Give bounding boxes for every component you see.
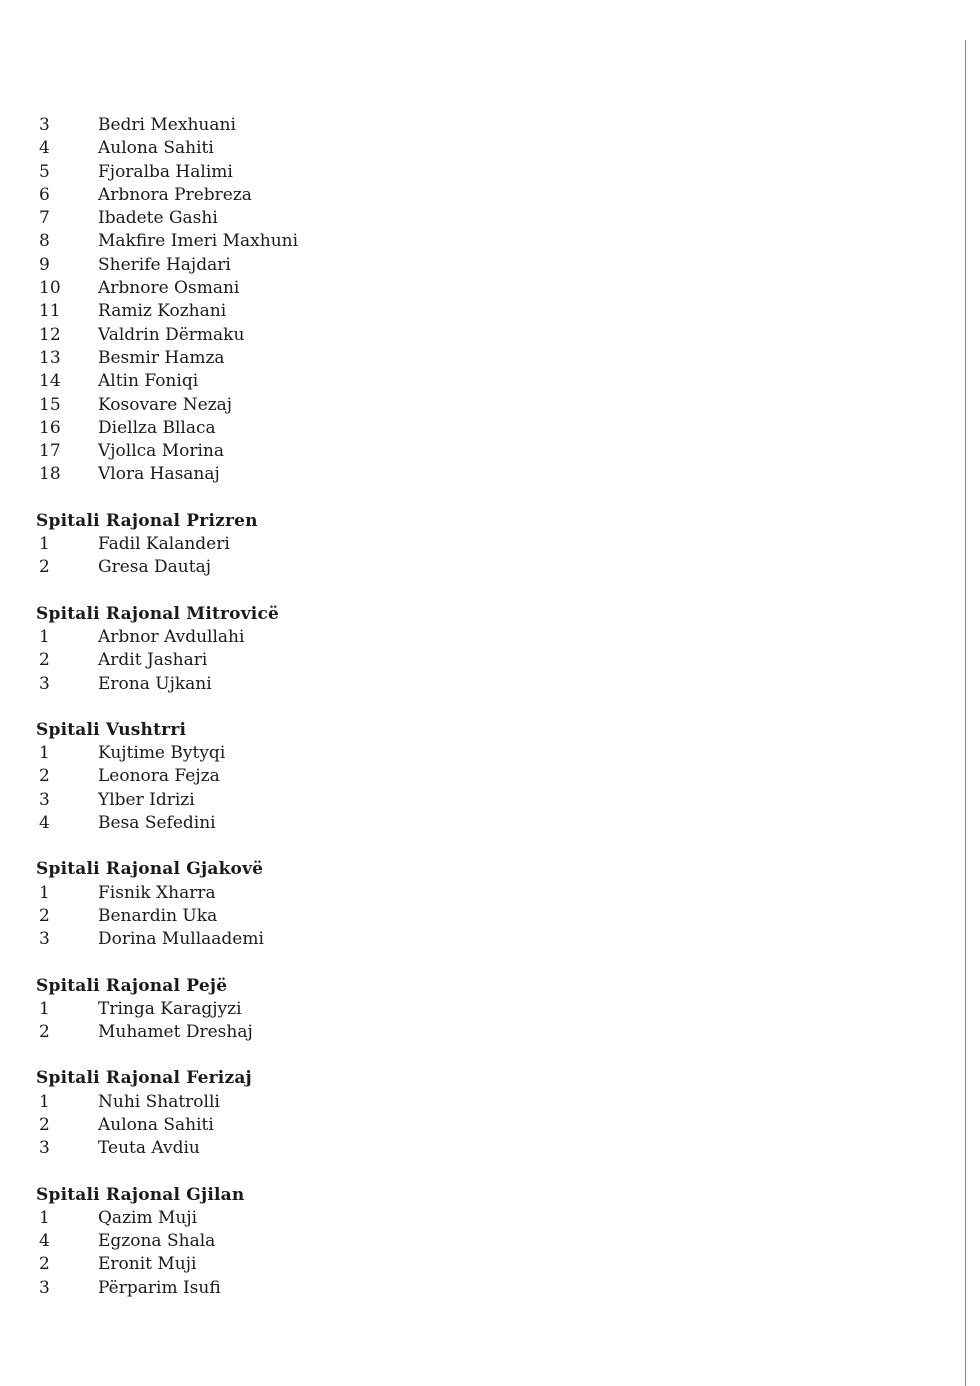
list-item-name: Arbnore Osmani xyxy=(98,278,240,299)
list-item-number: 6 xyxy=(39,184,50,205)
list-item-number: 1 xyxy=(39,998,50,1019)
list-item-number: 2 xyxy=(39,557,50,578)
list-item xyxy=(36,1230,636,1253)
list-item-name: Altin Foniqi xyxy=(98,371,199,392)
list-item-name: Ardit Jashari xyxy=(98,650,208,671)
list-item-name: Vlora Hasanaj xyxy=(98,464,220,485)
list-item-number: 1 xyxy=(39,1207,50,1228)
list-item-name: Ibadete Gashi xyxy=(98,208,218,229)
hospital-section xyxy=(36,1184,636,1300)
list-item-number: 15 xyxy=(39,394,61,415)
list-item-name: Kujtime Bytyqi xyxy=(98,743,226,764)
list-item-name: Aulona Sahiti xyxy=(98,1114,214,1135)
list-item-number: 2 xyxy=(39,1114,50,1135)
list-item-number: 8 xyxy=(39,231,50,252)
list-item xyxy=(36,765,636,788)
list-item-number: 10 xyxy=(39,278,61,299)
list-item-name: Bedri Mexhuani xyxy=(98,115,236,135)
list-item-name: Besa Sefedini xyxy=(98,813,216,834)
list-item xyxy=(36,1114,636,1137)
section-heading: Spitali Rajonal Mitrovicë xyxy=(36,603,280,624)
list-item xyxy=(36,394,636,417)
list-item-number: 5 xyxy=(39,161,50,182)
list-item xyxy=(36,1207,636,1230)
section-heading: Spitali Rajonal Prizren xyxy=(36,510,258,531)
list-item-name: Benardin Uka xyxy=(98,905,218,926)
list-item xyxy=(36,556,636,579)
list-item xyxy=(36,370,636,393)
list-item xyxy=(36,463,636,486)
list-item xyxy=(36,742,636,765)
section-heading: Spitali Rajonal Ferizaj xyxy=(36,1068,252,1089)
list-item xyxy=(36,789,636,812)
list-item-number: 3 xyxy=(39,1277,50,1298)
list-item-number: 18 xyxy=(39,464,61,485)
list-item-number: 3 xyxy=(39,115,50,135)
list-item-number: 13 xyxy=(39,347,61,368)
list-item xyxy=(36,324,636,347)
list-item-name: Aulona Sahiti xyxy=(98,138,214,159)
list-item xyxy=(36,254,636,277)
hospital-section xyxy=(36,510,636,580)
list-item-number: 9 xyxy=(39,254,50,275)
hospital-section xyxy=(36,975,636,1045)
list-item xyxy=(36,1137,636,1160)
list-item-name: Tringa Karagjyzi xyxy=(98,998,242,1019)
list-item-name: Vjollca Morina xyxy=(98,441,225,462)
section-heading: Spitali Vushtrri xyxy=(36,719,187,740)
list-item xyxy=(36,137,636,160)
list-item-number: 2 xyxy=(39,1254,50,1275)
list-item-name: Ylber Idrizi xyxy=(98,789,195,810)
list-item xyxy=(36,673,636,696)
list-item-number: 14 xyxy=(39,371,61,392)
list-item-number: 1 xyxy=(39,534,50,555)
list-item xyxy=(36,626,636,649)
list-item-name: Teuta Avdiu xyxy=(98,1138,200,1159)
list-item-number: 7 xyxy=(39,208,50,229)
list-item xyxy=(36,440,636,463)
list-item-name: Muhamet Dreshaj xyxy=(98,1022,253,1043)
list-item-number: 17 xyxy=(39,441,61,462)
list-item xyxy=(36,928,636,951)
list-item xyxy=(36,882,636,905)
hospital-section xyxy=(36,719,636,835)
list-item xyxy=(36,161,636,184)
list-item-name: Fjoralba Halimi xyxy=(98,161,233,182)
hospital-section xyxy=(36,1067,636,1160)
list-item xyxy=(36,207,636,230)
list-item-name: Makfire Imeri Maxhuni xyxy=(98,231,299,252)
list-item-name: Leonora Fejza xyxy=(98,766,220,787)
list-item-number: 16 xyxy=(39,417,61,438)
list-item-name: Nuhi Shatrolli xyxy=(98,1091,220,1112)
hospital-section xyxy=(36,603,636,696)
list-item-name: Qazim Muji xyxy=(98,1207,198,1228)
list-item-name: Fisnik Xharra xyxy=(98,882,216,903)
hospital-section xyxy=(36,114,636,487)
list-item-number: 4 xyxy=(39,1231,50,1252)
list-item-name: Diellza Bllaca xyxy=(98,417,216,438)
section-heading: Spitali Rajonal Pejë xyxy=(36,975,228,996)
list-item-name: Kosovare Nezaj xyxy=(98,394,233,415)
list-item-name: Gresa Dautaj xyxy=(98,557,211,578)
list-item-number: 12 xyxy=(39,324,61,345)
list-item xyxy=(36,533,636,556)
list-item xyxy=(36,277,636,300)
page-edge-line xyxy=(965,40,966,1386)
list-item-name: Ramiz Kozhani xyxy=(98,301,227,322)
list-item-number: 4 xyxy=(39,813,50,834)
list-item xyxy=(36,1253,636,1276)
list-item-number: 3 xyxy=(39,673,50,694)
list-item-name: Erona Ujkani xyxy=(98,673,212,694)
list-item xyxy=(36,1021,636,1044)
list-item xyxy=(36,417,636,440)
list-item xyxy=(36,230,636,253)
list-item-number: 2 xyxy=(39,905,50,926)
list-item-name: Egzona Shala xyxy=(98,1231,216,1252)
list-item-name: Fadil Kalanderi xyxy=(98,534,230,555)
list-item xyxy=(36,998,636,1021)
list-item-number: 2 xyxy=(39,650,50,671)
section-heading: Spitali Rajonal Gjilan xyxy=(36,1184,245,1205)
list-item-number: 2 xyxy=(39,1022,50,1043)
list-item xyxy=(36,184,636,207)
list-item-name: Përparim Isufi xyxy=(98,1277,221,1298)
list-item-number: 11 xyxy=(39,301,61,322)
list-item xyxy=(36,812,636,835)
list-item-name: Dorina Mullaademi xyxy=(98,929,264,950)
hospital-section xyxy=(36,858,636,951)
list-item-name: Arbnor Avdullahi xyxy=(98,626,245,647)
list-item-number: 1 xyxy=(39,882,50,903)
list-item-number: 3 xyxy=(39,929,50,950)
list-item-name: Eronit Muji xyxy=(98,1254,197,1275)
list-item-number: 4 xyxy=(39,138,50,159)
list-item-number: 2 xyxy=(39,766,50,787)
list-item xyxy=(36,114,636,137)
list-item xyxy=(36,1091,636,1114)
list-item xyxy=(36,1277,636,1300)
list-item xyxy=(36,905,636,928)
list-item-name: Valdrin Dërmaku xyxy=(98,324,245,345)
list-item-name: Arbnora Prebreza xyxy=(98,184,252,205)
list-item-name: Besmir Hamza xyxy=(98,347,225,368)
list-item-number: 3 xyxy=(39,1138,50,1159)
section-heading: Spitali Rajonal Gjakovë xyxy=(36,859,264,880)
list-item-number: 1 xyxy=(39,743,50,764)
list-item-number: 1 xyxy=(39,1091,50,1112)
list-item-name: Sherife Hajdari xyxy=(98,254,231,275)
staff-list xyxy=(36,114,636,1300)
list-item-number: 1 xyxy=(39,626,50,647)
list-item xyxy=(36,649,636,672)
list-item xyxy=(36,300,636,323)
list-item xyxy=(36,347,636,370)
list-item-number: 3 xyxy=(39,789,50,810)
